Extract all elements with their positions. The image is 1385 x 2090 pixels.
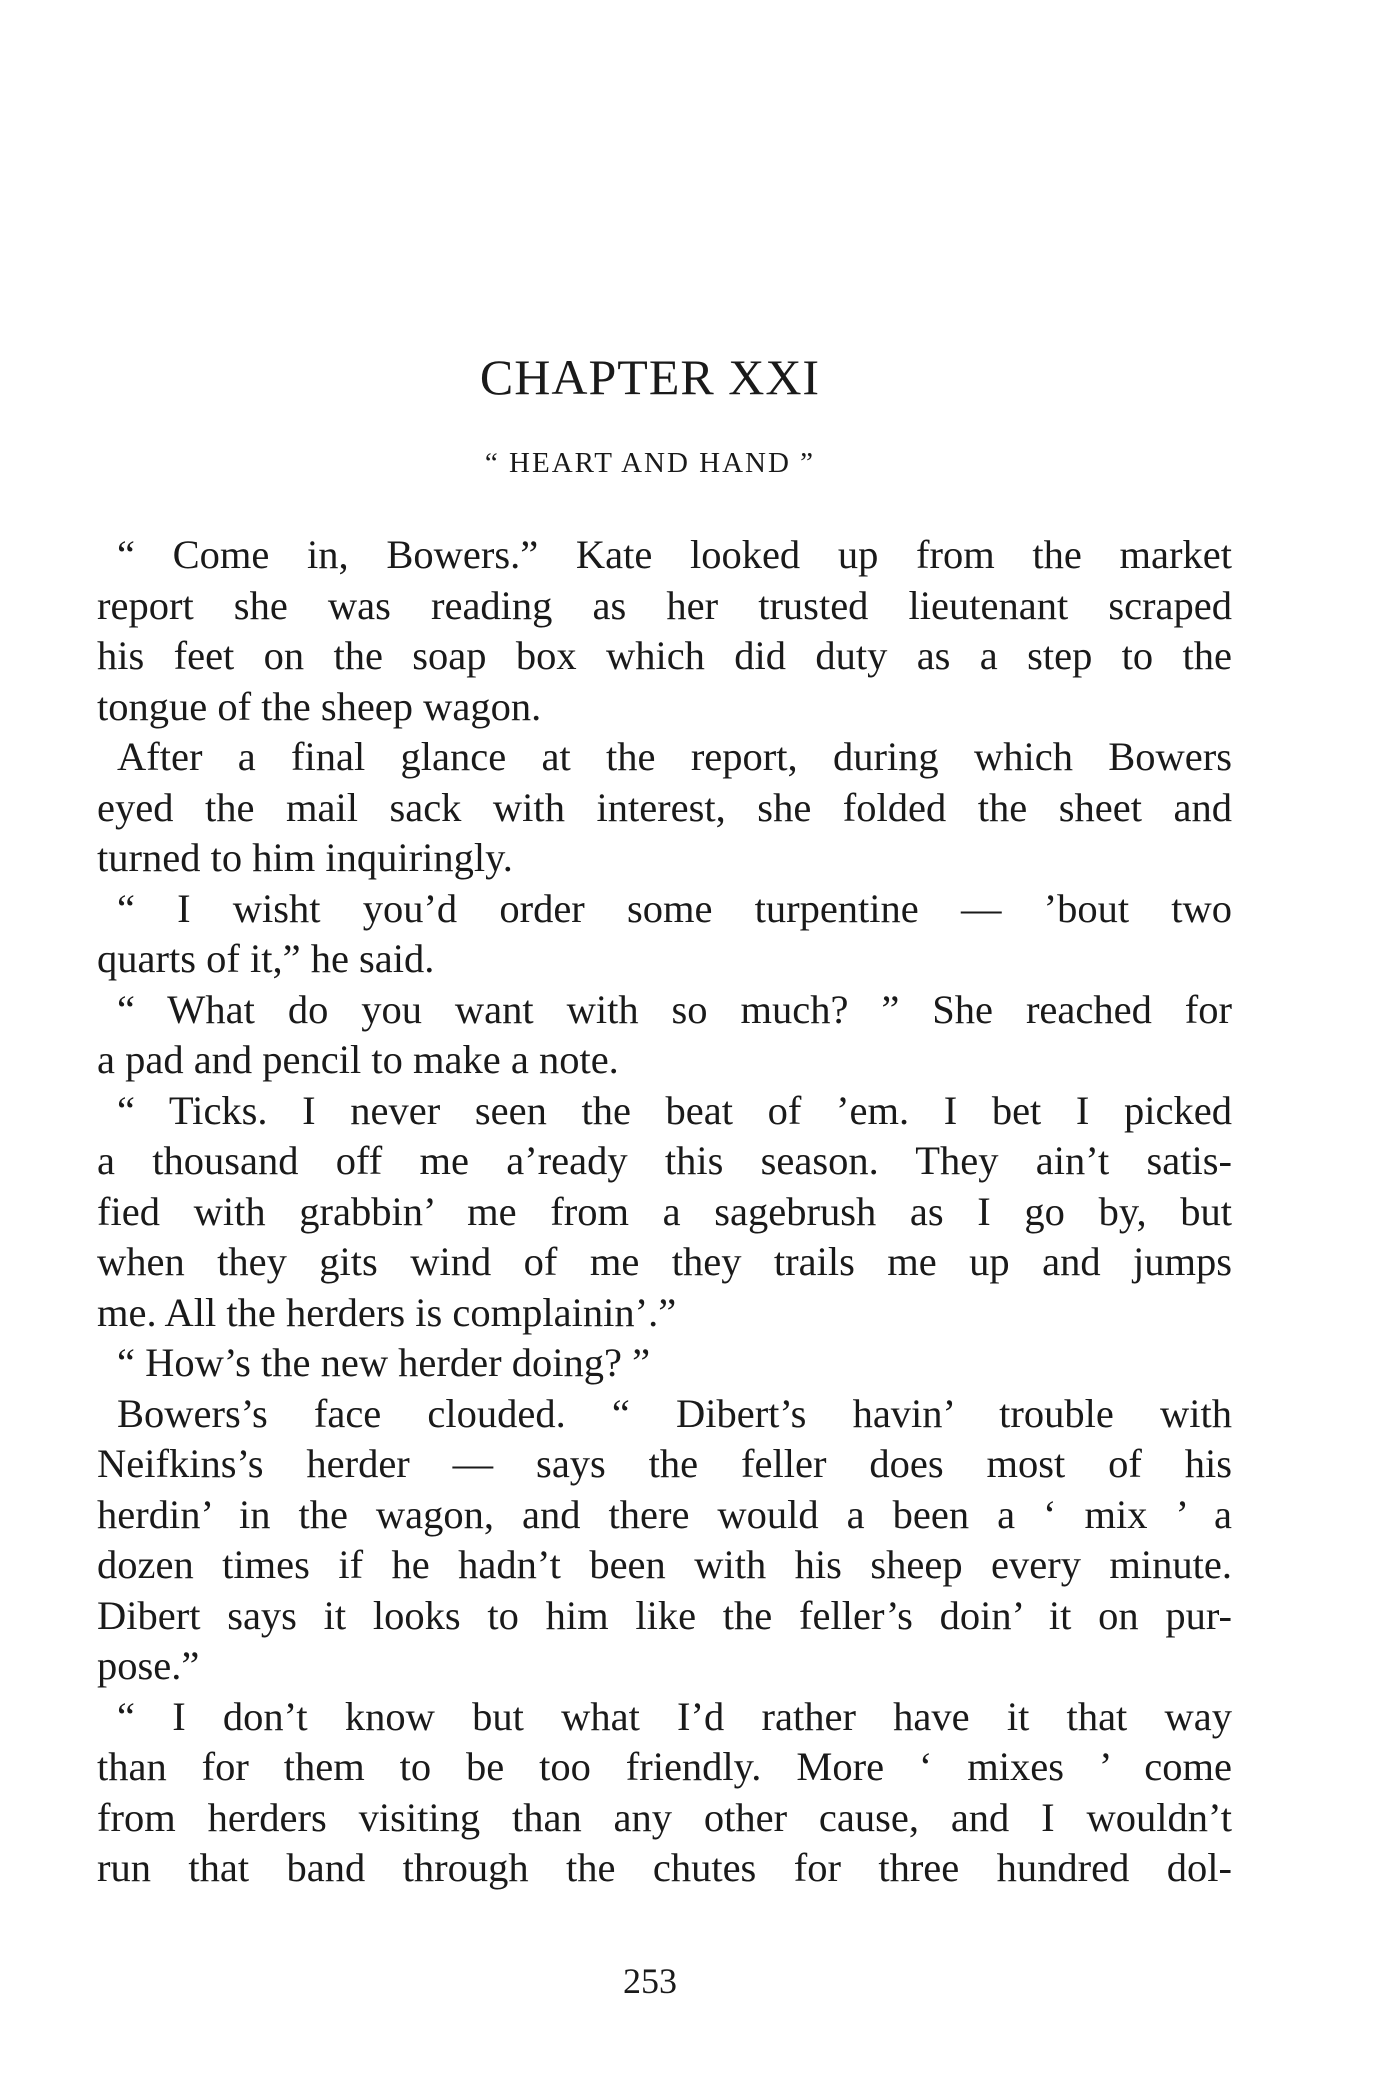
text-line: quarts of it,” he said. [97, 936, 435, 981]
text-line: when they gits wind of me they trails me up and jumps [97, 1239, 1232, 1284]
text-line: Bowers’s face clouded. “ Dibert’s havin’ trouble with [117, 1390, 1232, 1436]
chapter-subtitle: “ HEART AND HAND ” [484, 447, 816, 479]
text-line: a pad and pencil to make a note. [97, 1037, 619, 1082]
chapter-title: CHAPTER XXI [479, 349, 821, 405]
text-line: than for them to be too friendly. More ‘ mixes ’ come [97, 1744, 1232, 1789]
text-line: “ I don’t know but what I’d rather have it that way [117, 1693, 1232, 1739]
text-line: run that band through the chutes for three hundred dol- [97, 1845, 1232, 1890]
text-line: report she was reading as her trusted lieutenant scraped [97, 582, 1232, 628]
text-line: Dibert says it looks to him like the feller’s doin’ it on pur- [97, 1592, 1232, 1638]
text-line: fied with grabbin’ me from a sagebrush as I go by, but [97, 1188, 1232, 1234]
text-line: his feet on the soap box which did duty as a step to the [97, 633, 1232, 678]
text-line: “ What do you want with so much? ” She reached for [117, 986, 1232, 1032]
text-line: Neifkins’s herder — says the feller does most of his [97, 1441, 1232, 1486]
text-line: pose.” [97, 1643, 200, 1688]
text-line: “ Come in, Bowers.” Kate looked up from the market [117, 532, 1232, 577]
body-text [97, 530, 1232, 1894]
page-number: 253 [623, 1961, 677, 2001]
text-line: After a final glance at the report, during which Bowers [117, 734, 1232, 779]
text-line: tongue of the sheep wagon. [97, 683, 542, 729]
text-line: “ Ticks. I never seen the beat of ’em. I bet I picked [117, 1087, 1232, 1133]
text-line: dozen times if he hadn’t been with his sheep every minute. [97, 1542, 1232, 1587]
text-line: “ How’s the new herder doing? ” [117, 1340, 651, 1385]
text-line: eyed the mail sack with interest, she folded the sheet and [97, 784, 1232, 830]
text-line: a thousand off me a’ready this season. They ain’t satis- [97, 1138, 1232, 1183]
text-line: turned to him inquiringly. [97, 835, 513, 880]
text-line: herdin’ in the wagon, and there would a been a ‘ mix ’ a [97, 1491, 1232, 1537]
text-line: from herders visiting than any other cause, and I wouldn’t [97, 1794, 1232, 1840]
text-line: me. All the herders is complainin’.” [97, 1289, 677, 1335]
text-line: “ I wisht you’d order some turpentine — ’bout two [117, 885, 1232, 931]
